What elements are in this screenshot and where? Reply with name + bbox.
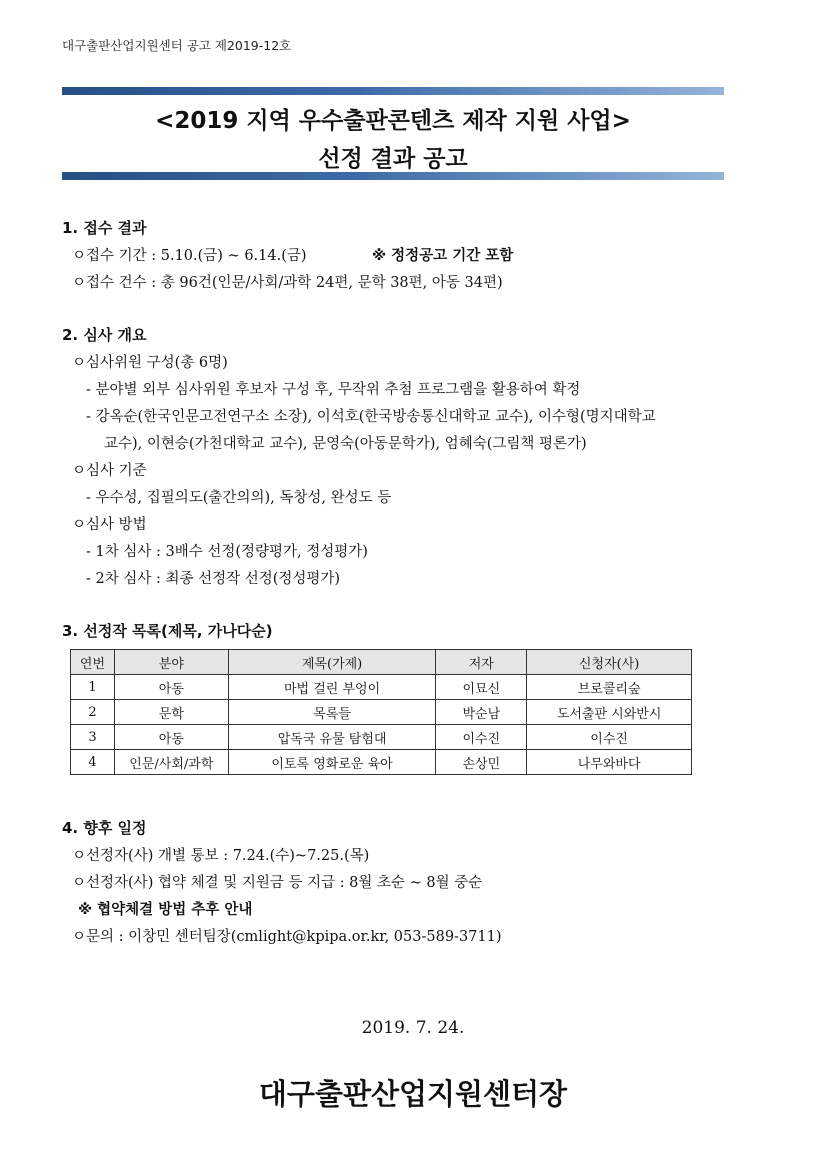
col-header-author: 저자 (436, 650, 527, 675)
section-2-heading: 2. 심사 개요 (62, 326, 147, 344)
table-row (71, 700, 692, 725)
s2-method-detail-2: - 2차 심사 : 최종 선정작 선정(정성평가) (86, 571, 341, 587)
cell-no: 2 (71, 700, 115, 725)
s2-committee-detail-1: - 분야별 외부 심사위원 후보자 구성 후, 무작위 추첨 프로그램을 활용하여 확정 (86, 382, 581, 398)
cell-title: 목록들 (228, 700, 436, 725)
cell-applicant: 브로콜리숲 (527, 675, 692, 700)
cell-field: 아동 (114, 675, 228, 700)
table-row (71, 675, 692, 700)
title-line-1: <2019 지역 우수출판콘텐츠 제작 지원 사업> (155, 108, 631, 134)
s1-period-note: ※ 정정공고 기간 포함 (372, 248, 514, 264)
section-1-heading: 1. 접수 결과 (62, 219, 147, 237)
s4-contract-note: ※ 협약체결 방법 추후 안내 (78, 902, 253, 918)
s2-committee-detail-2b: 교수), 이현승(가천대학교 교수), 문영숙(아동문학가), 엄혜숙(그림책 평론가) (104, 436, 587, 452)
title-bar-top (62, 87, 724, 95)
signer: 대구출판산업지원센터장 (258, 1077, 568, 1111)
title-line-2: 선정 결과 공고 (318, 146, 468, 172)
cell-applicant: 도서출판 시와반시 (527, 700, 692, 725)
s2-criteria: ㅇ심사 기준 (72, 463, 147, 479)
cell-author: 이수진 (436, 725, 527, 750)
cell-author: 이묘신 (436, 675, 527, 700)
cell-author: 손상민 (436, 750, 527, 775)
cell-field: 아동 (114, 725, 228, 750)
cell-applicant: 나무와바다 (527, 750, 692, 775)
cell-author: 박순남 (436, 700, 527, 725)
cell-applicant: 이수진 (527, 725, 692, 750)
cell-field: 인문/사회/과학 (114, 750, 228, 775)
col-header-field: 분야 (114, 650, 228, 675)
table-row (71, 725, 692, 750)
cell-title: 이토록 영화로운 육아 (228, 750, 436, 775)
cell-title: 압독국 유물 탐험대 (228, 725, 436, 750)
s2-method-detail-1: - 1차 심사 : 3배수 선정(정량평가, 정성평가) (86, 544, 368, 560)
s2-method: ㅇ심사 방법 (72, 517, 147, 533)
s4-contact: ㅇ문의 : 이창민 센터팀장(cmlight@kpipa.or.kr, 053-589-3711) (72, 929, 502, 945)
col-header-applicant: 신청자(사) (527, 650, 692, 675)
col-header-no: 연번 (71, 650, 115, 675)
s2-committee: ㅇ심사위원 구성(총 6명) (72, 355, 228, 371)
cell-no: 4 (71, 750, 115, 775)
announcement-number: 대구출판산업지원센터 공고 제2019-12호 (62, 38, 292, 53)
s1-count: ㅇ접수 건수 : 총 96건(인문/사회/과학 24편, 문학 38편, 아동 34편) (72, 275, 503, 291)
announcement-date: 2019. 7. 24. (361, 1018, 465, 1038)
cell-no: 3 (71, 725, 115, 750)
col-header-title: 제목(가제) (228, 650, 436, 675)
s2-criteria-detail: - 우수성, 집필의도(출간의의), 독창성, 완성도 등 (86, 490, 392, 506)
table-header-row (71, 650, 692, 675)
cell-title: 마법 걸린 부엉이 (228, 675, 436, 700)
title-bar-bottom (62, 172, 724, 180)
s4-contract: ㅇ선정자(사) 협약 체결 및 지원금 등 지급 : 8월 초순 ~ 8월 중순 (72, 875, 483, 891)
cell-field: 문학 (114, 700, 228, 725)
selection-table (70, 649, 692, 775)
s1-period: ㅇ접수 기간 : 5.10.(금) ~ 6.14.(금) (72, 248, 307, 264)
table-row (71, 750, 692, 775)
section-4-heading: 4. 향후 일정 (62, 819, 147, 837)
s2-committee-detail-2a: - 강옥순(한국인문고전연구소 소장), 이석호(한국방송통신대학교 교수), 이수형(명지대학교 (86, 409, 656, 425)
section-3-heading: 3. 선정작 목록(제목, 가나다순) (62, 622, 273, 640)
s4-notify: ㅇ선정자(사) 개별 통보 : 7.24.(수)~7.25.(목) (72, 848, 370, 864)
cell-no: 1 (71, 675, 115, 700)
